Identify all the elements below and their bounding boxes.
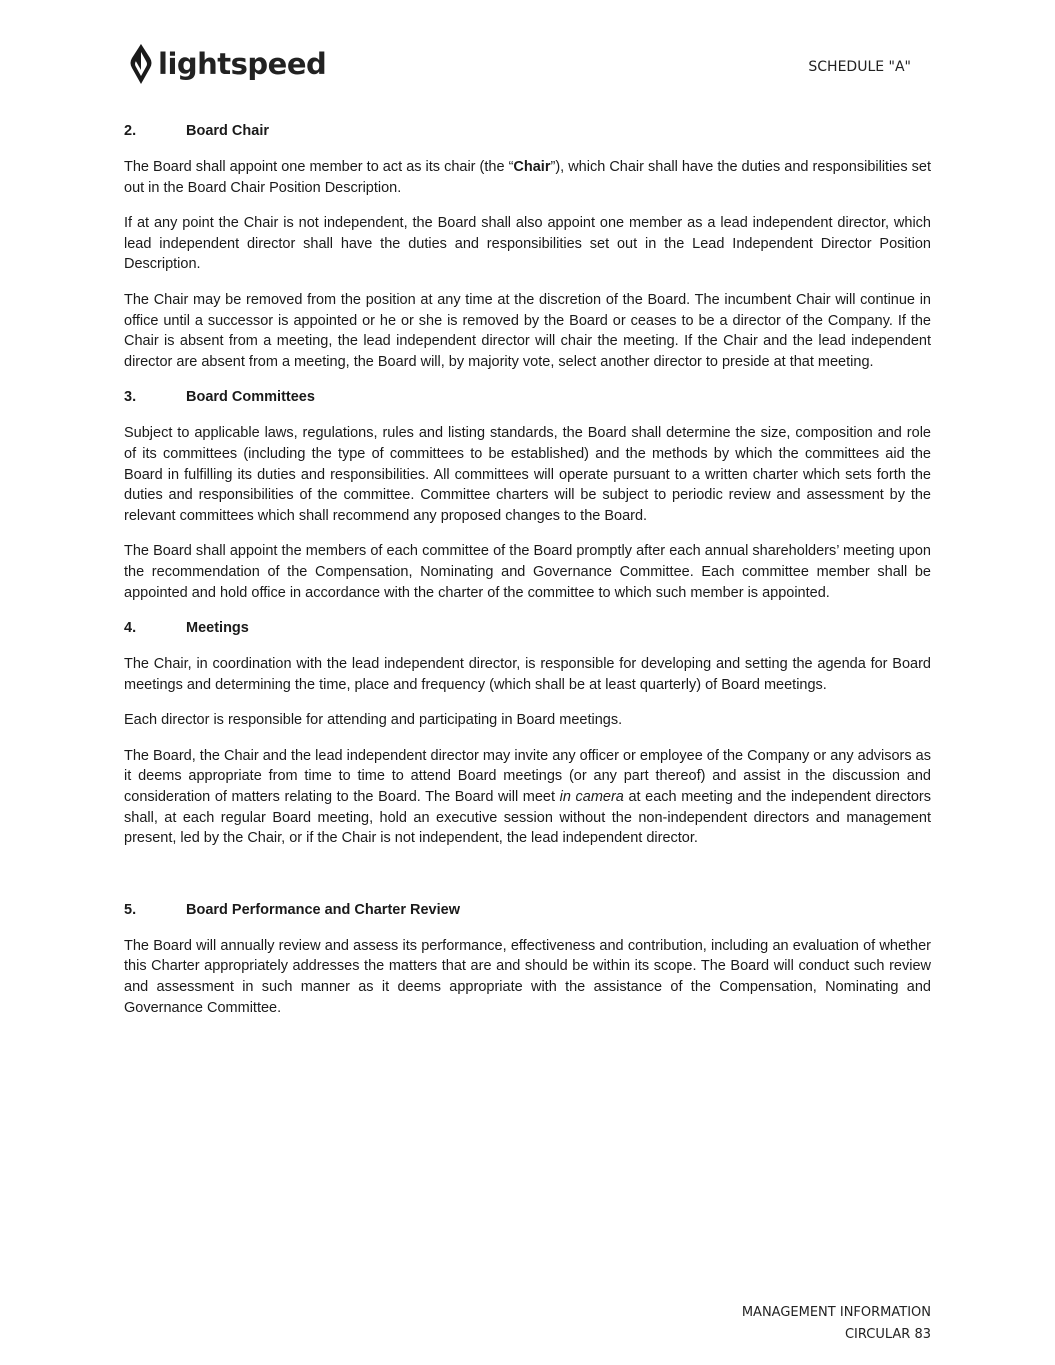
section-title: Board Chair <box>186 123 269 139</box>
paragraph: The Board, the Chair and the lead independent director may invite any officer or employee of the Company or any advisors as it deems appropriate from time to time to attend Board meetings (or any part thereof) and assist in the discussion and consideration of matters relating to the Board. The Board will meet in camera at each meeting and the independent directors shall, at each regular Board meeting, hold an executive session without the non-independent directors and management present, led by the Chair, or if the Chair is not independent, the lead independent director. <box>124 747 931 847</box>
section-number: 4. <box>124 620 137 637</box>
italic-term: in camera <box>559 789 624 806</box>
section-number: 3. <box>124 389 137 406</box>
section-heading-board-performance <box>124 900 931 920</box>
page-footer <box>742 1302 931 1346</box>
section-number: 2. <box>124 123 137 139</box>
paragraph: The Board shall appoint the members of each committee of the Board promptly after each annual shareholders’ meeting upon the recommendation of the Compensation, Nominating and Governance Committee. Each committee member shall be appointed and hold office in accordance with the charter of the committee to which such member is appointed. <box>124 543 931 601</box>
section-heading-meetings <box>124 618 931 638</box>
schedule-label: SCHEDULE "A" <box>808 59 911 75</box>
footer-line: MANAGEMENT INFORMATION <box>741 1305 931 1320</box>
defined-term-chair: Chair <box>513 159 551 175</box>
section-heading-board-chair <box>124 121 931 141</box>
lightspeed-logo <box>128 42 326 86</box>
paragraph: Subject to applicable laws, regulations, rules and listing standards, the Board shall determine the size, composition and role of its committees (including the type of committees to be established) and the methods by which the committees aid the Board in fulfilling its duties and responsibilities. All committees will operate pursuant to a written charter which sets forth the duties and responsibilities of the committee. Committee charters will be subject to periodic review and assessment by the relevant committees which shall recommend any proposed changes to the Board. <box>124 425 931 524</box>
footer-page-number: CIRCULAR 83 <box>844 1327 931 1342</box>
document-body <box>124 121 931 1033</box>
section-number: 5. <box>124 901 137 918</box>
paragraph: The Board shall appoint one member to act as its chair (the “Chair”), which Chair shall have the duties and responsibilities set out in the Board Chair Position Description. <box>124 159 931 196</box>
paragraph: Each director is responsible for attending and participating in Board meetings. <box>124 712 623 729</box>
section-heading-board-committees <box>124 387 931 407</box>
section-title: Board Committees <box>186 389 315 406</box>
logo-wordmark: lightspeed <box>158 46 327 81</box>
section-title: Meetings <box>186 620 249 637</box>
lightspeed-flame-icon <box>128 42 154 86</box>
section-title: Board Performance and Charter Review <box>186 901 460 918</box>
spacer <box>124 864 931 900</box>
paragraph: The Chair may be removed from the position at any time at the discretion of the Board. The incumbent Chair will continue in office until a successor is appointed or he or she is removed by the Board or ceases to be a director of the Company. If the Chair is absent from a meeting, the lead independent director will chair the meeting. If the Chair and the lead independent director are absent from a meeting, the Board will, by majority vote, select another director to preside at that meeting. <box>124 291 931 370</box>
paragraph: The Chair, in coordination with the lead independent director, is responsible for developing and setting the agenda for Board meetings and determining the time, place and frequency (which shall be at least quarterly) of Board meetings. <box>124 656 931 693</box>
paragraph: The Board will annually review and assess its performance, effectiveness and contribution, including an evaluation of whether this Charter appropriately addresses the matters that are and should be within its scope. The Board will conduct such review and assessment in such manner as it deems appropriate with the assistance of the Compensation, Nominating and Governance Committee. <box>124 937 931 1016</box>
paragraph: If at any point the Chair is not independent, the Board shall also appoint one member as a lead independent director, which lead independent director shall have the duties and responsibilities set out in the Lead Independent Director Position Description. <box>124 215 931 273</box>
